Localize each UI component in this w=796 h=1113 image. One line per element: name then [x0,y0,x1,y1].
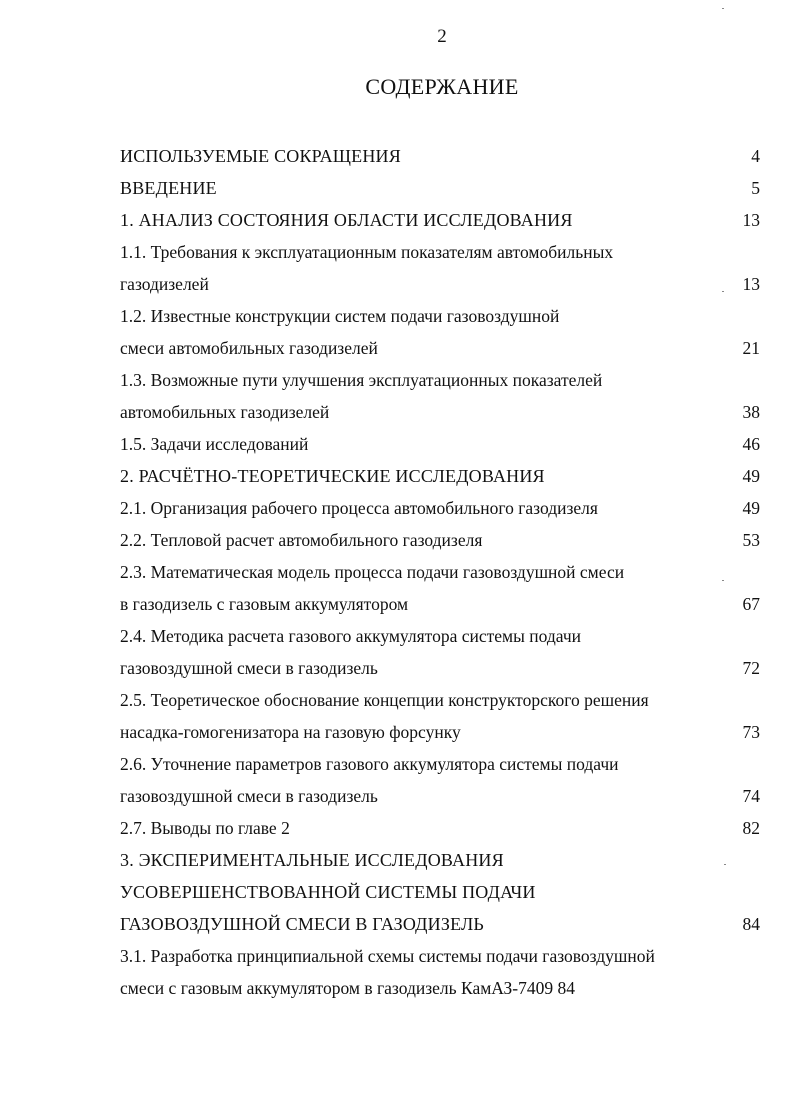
toc-entry-page: 5 [751,178,760,198]
toc-entry-text: 2.7. Выводы по главе 2 [120,818,290,838]
toc-entry-text: смеси автомобильных газодизелей [120,338,378,358]
toc-entry [120,652,760,684]
scan-speck [722,580,724,581]
toc-entry [120,460,760,492]
toc-entry-text: УСОВЕРШЕНСТВОВАННОЙ СИСТЕМЫ ПОДАЧИ [120,882,536,902]
toc-entry-text: в газодизель с газовым аккумулятором [120,594,409,614]
toc-entry-page: 74 [742,786,760,806]
toc-entry [120,396,760,428]
toc-entry-text: ГАЗОВОЗДУШНОЙ СМЕСИ В ГАЗОДИЗЕЛЬ [120,914,484,934]
toc-entry-page: 13 [742,274,760,294]
toc-entry-page: 49 [742,466,760,486]
toc-entry-text: насадка-гомогенизатора на газовую форсунку [120,722,461,742]
toc-entry [120,140,760,172]
toc-entry-text: 1.2. Известные конструкции систем подачи газовоздушной [120,306,560,326]
toc-entry-page: 84 [742,914,760,934]
toc-entry-text: 2.6. Уточнение параметров газового аккумулятора системы подачи [120,754,619,774]
toc-entry [120,236,760,268]
toc-entry [120,268,760,300]
toc-entry-text: 1. АНАЛИЗ СОСТОЯНИЯ ОБЛАСТИ ИССЛЕДОВАНИЯ [120,210,573,230]
toc-entry-text: газовоздушной смеси в газодизель [120,786,378,806]
toc-entry-text: 1.5. Задачи исследований [120,434,309,454]
toc-entry-page: 4 [751,146,760,166]
toc-entry [120,364,760,396]
toc-entry-page: 73 [742,722,760,742]
toc-entry-page: 49 [742,498,760,518]
toc-entry [120,556,760,588]
toc-entry [120,844,760,876]
toc-entry-text: 2. РАСЧЁТНО-ТЕОРЕТИЧЕСКИЕ ИССЛЕДОВАНИЯ [120,466,545,486]
toc-entry [120,332,760,364]
toc-entry [120,300,760,332]
page-number: 2 [437,26,447,47]
toc-entry [120,812,760,844]
toc-entry-page: 13 [742,210,760,230]
toc-entry [120,876,760,908]
toc-entry [120,524,760,556]
scan-speck [722,8,724,9]
toc-entry-page: 72 [742,658,760,678]
toc-entry [120,780,760,812]
toc-entry [120,204,760,236]
toc-entry-text: 1.1. Требования к эксплуатационным показателям автомобильных [120,242,614,262]
toc-entry-text: ИСПОЛЬЗУЕМЫЕ СОКРАЩЕНИЯ [120,146,401,166]
toc-entry-text: 3.1. Разработка принципиальной схемы системы подачи газовоздушной [120,946,655,966]
scan-speck [722,291,724,292]
toc-entry-page: 21 [742,338,760,358]
toc-entry-text: автомобильных газодизелей [120,402,330,422]
toc-entry [120,940,760,972]
toc-entry-page: 82 [742,818,760,838]
toc-entry [120,588,760,620]
toc-entry [120,620,760,652]
toc-entry [120,428,760,460]
toc-entry [120,492,760,524]
toc-entry-page: 53 [742,530,760,550]
scan-speck [724,864,726,865]
toc-entry [120,748,760,780]
toc-entry [120,972,760,1004]
toc-entry-text: 2.2. Тепловой расчет автомобильного газодизеля [120,530,483,550]
toc-entry-text: 2.3. Математическая модель процесса подачи газовоздушной смеси [120,562,625,582]
toc-entry-text: 2.4. Методика расчета газового аккумулятора системы подачи [120,626,582,646]
toc-entry-text: смеси с газовым аккумулятором в газодизель КамАЗ-7409 84 [120,978,575,998]
toc-entry [120,716,760,748]
toc-entry [120,908,760,940]
toc-entry-text: газодизелей [120,274,209,294]
toc-entry-text: 2.1. Организация рабочего процесса автомобильного газодизеля [120,498,598,518]
toc-entry-text: 2.5. Теоретическое обоснование концепции конструкторского решения [120,690,649,710]
toc-entry-text: 1.3. Возможные пути улучшения эксплуатационных показателей [120,370,603,390]
toc-entry-text: газовоздушной смеси в газодизель [120,658,378,678]
toc-entry-page: 46 [742,434,760,454]
toc-entry [120,684,760,716]
toc-entry-text: 3. ЭКСПЕРИМЕНТАЛЬНЫЕ ИССЛЕДОВАНИЯ [120,850,504,870]
toc-entry-page: 38 [742,402,760,422]
toc-entry-page: 67 [742,594,760,614]
toc-title: СОДЕРЖАНИЕ [365,74,519,99]
toc-entry-text: ВВЕДЕНИЕ [120,178,217,198]
toc-entry [120,172,760,204]
